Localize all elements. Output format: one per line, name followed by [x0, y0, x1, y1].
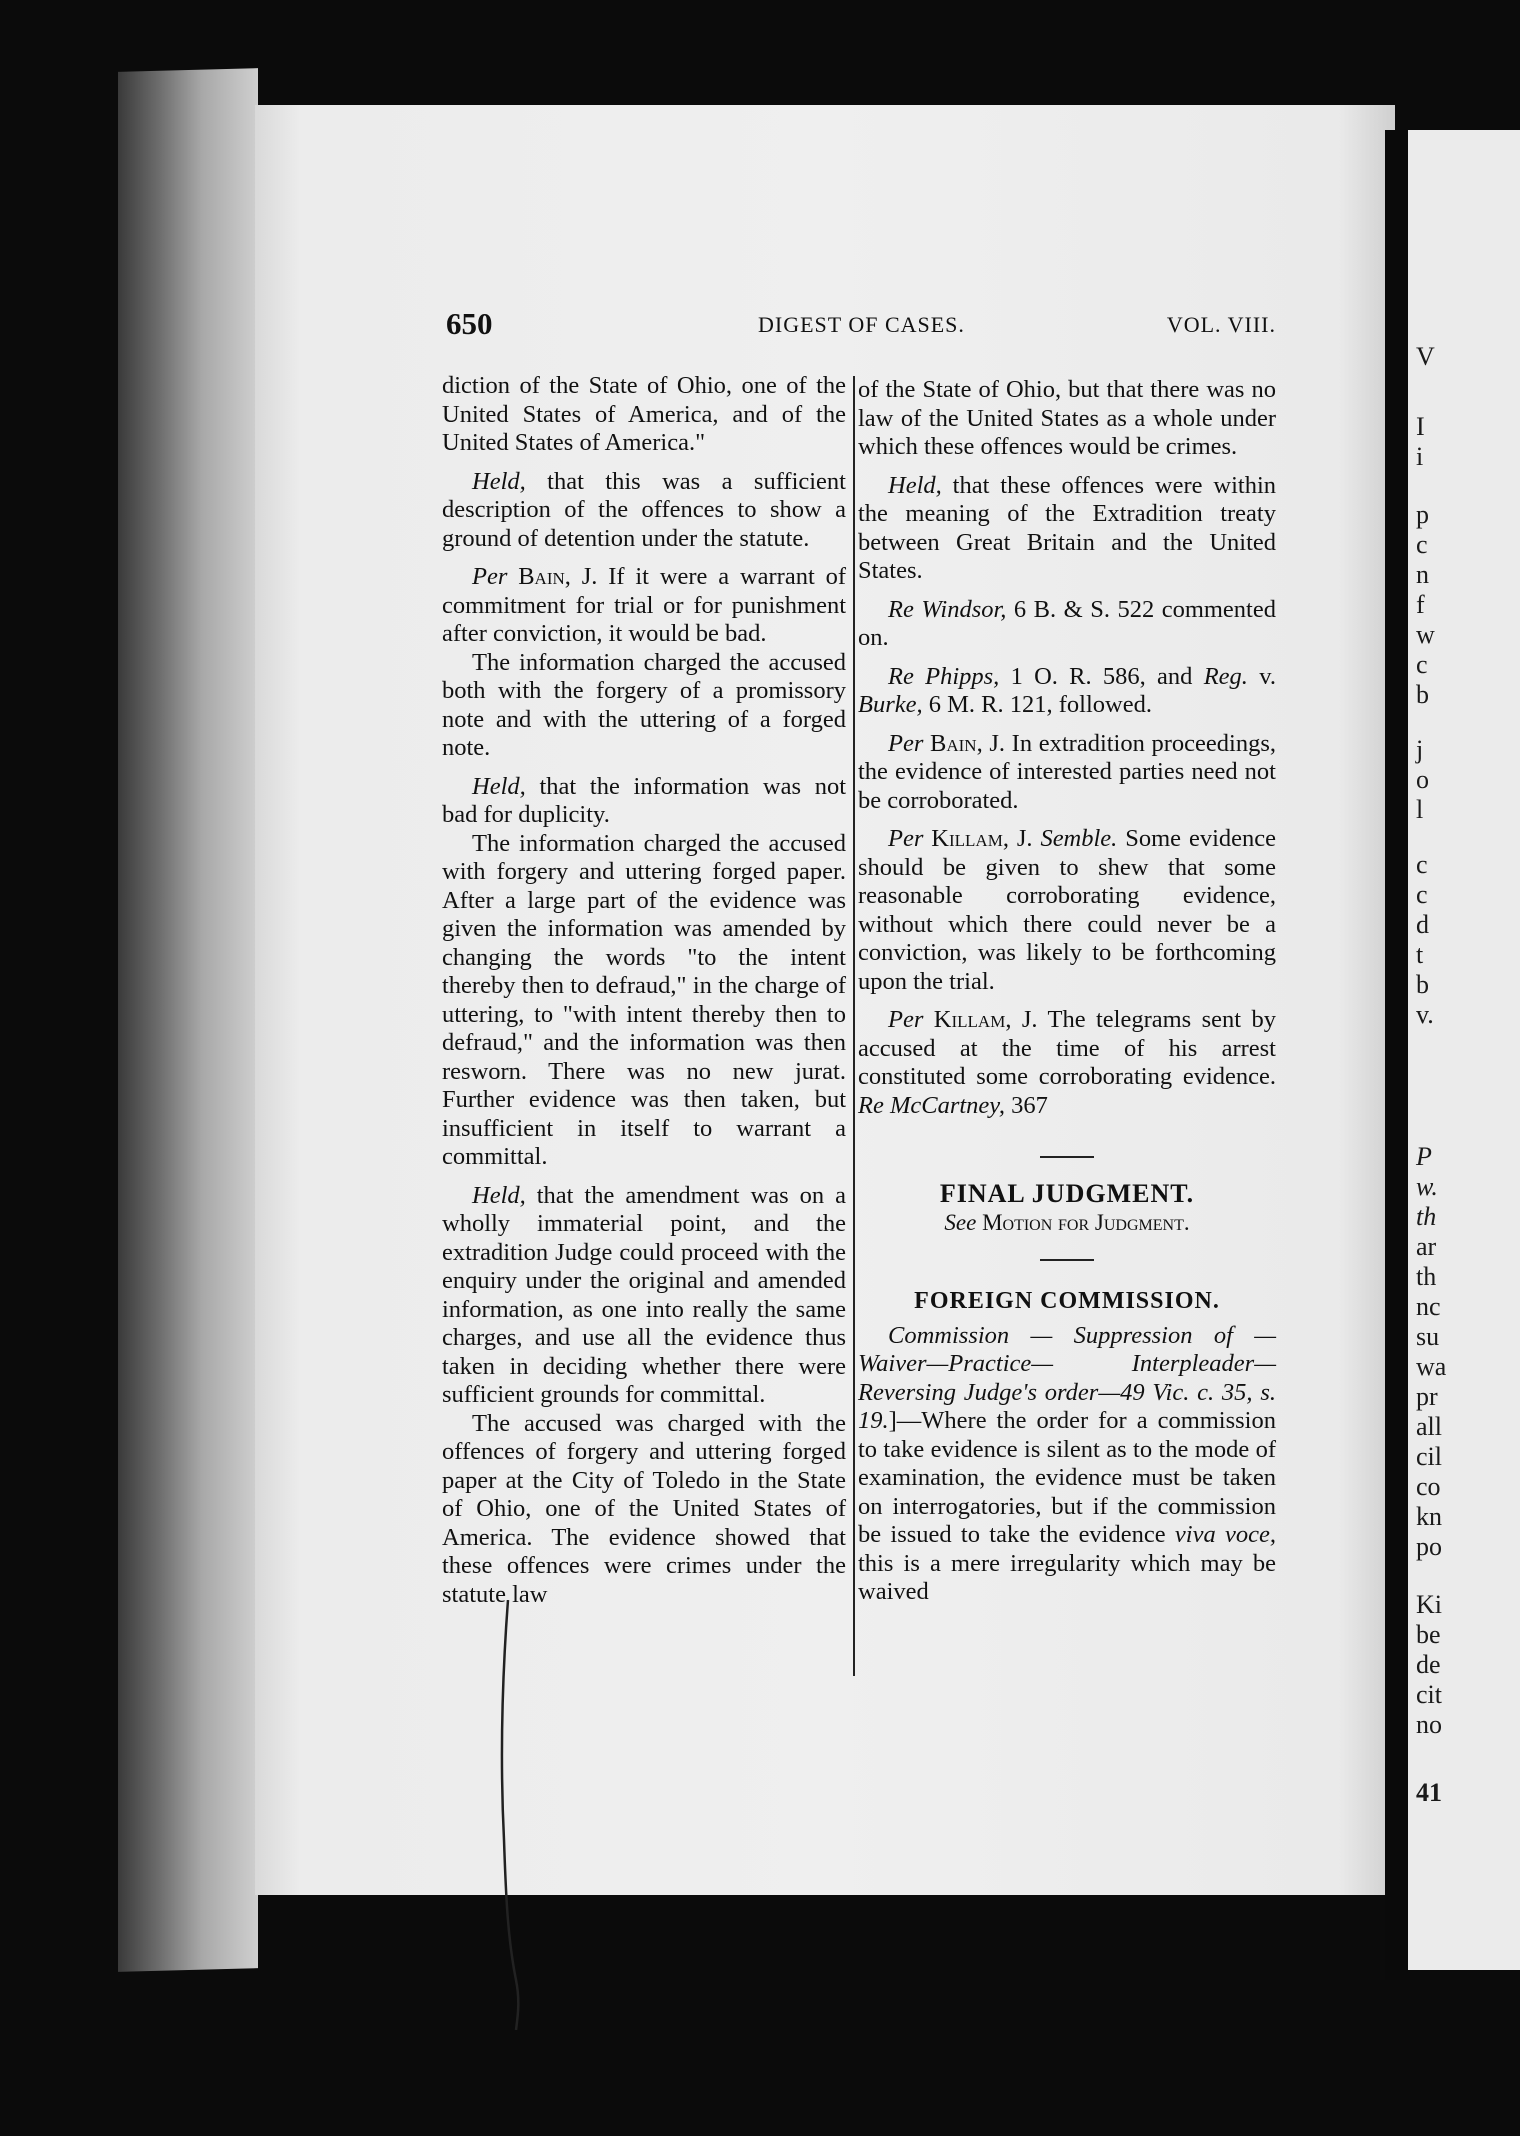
adjacent-fragment: ar: [1416, 1232, 1437, 1261]
paragraph-text: , J. If it were a warrant of commitment for trial or for punishment after conviction, it would be bad.: [442, 563, 847, 647]
paragraph: [858, 596, 1276, 653]
adjacent-fragment: wa: [1416, 1352, 1447, 1381]
paragraph: [442, 830, 846, 1172]
held-label: Held,: [472, 772, 526, 800]
semble-label: Semble.: [1040, 825, 1118, 852]
adjacent-fragment: c: [1416, 850, 1428, 879]
paragraph-text: this is a mere irregularity which may be waived: [858, 1549, 1276, 1605]
cross-reference-target: Motion for Judgment.: [982, 1209, 1190, 1235]
page-number: 650: [446, 306, 493, 341]
paragraph: [442, 1410, 846, 1610]
paragraph-text: 6 B. & S. 522 commented on.: [858, 595, 1276, 651]
adjacent-fragment: w: [1416, 620, 1435, 649]
adjacent-fragment: n: [1416, 560, 1429, 589]
per-label: Per: [888, 729, 924, 757]
paragraph-text: , J. In extradition proceedings, the evidence of interested parties need not be corroborated.: [858, 729, 1277, 814]
paragraph: [858, 1322, 1276, 1607]
adjacent-fragment: pr: [1416, 1382, 1438, 1411]
adjacent-fragment: p: [1416, 500, 1429, 529]
paragraph-text: 6 M. R. 121, followed.: [922, 691, 1152, 718]
paragraph-text: 1 O. R. 586, and: [999, 662, 1204, 690]
judge-name: Bain: [930, 729, 977, 757]
separator-rule: [1040, 1259, 1094, 1261]
held-label: Held,: [472, 1181, 526, 1209]
paragraph-text: 367: [1004, 1091, 1048, 1119]
latin-phrase: viva voce,: [1174, 1521, 1276, 1548]
paragraph: [442, 563, 846, 649]
case-name: Reg.: [1203, 662, 1248, 690]
case-name: Burke,: [858, 691, 923, 718]
adjacent-fragment: l: [1416, 795, 1424, 824]
paragraph: [442, 773, 846, 830]
paragraph: [442, 468, 846, 554]
adjacent-fragment: th: [1416, 1202, 1437, 1231]
paragraph: [442, 372, 846, 458]
paragraph: [858, 1006, 1276, 1120]
adjacent-fragment: w.: [1416, 1172, 1438, 1201]
column-rule: [853, 376, 855, 1676]
per-label: Per: [888, 1006, 924, 1033]
running-head: [446, 306, 1276, 346]
per-label: Per: [472, 563, 508, 590]
adjacent-fragment: co: [1416, 1472, 1441, 1501]
adjacent-fragment: v.: [1416, 1000, 1434, 1029]
adjacent-fragment: P: [1416, 1142, 1432, 1171]
paragraph-text: that these offences were within the meaning of the Extradition treaty between Great Britain and the United States.: [858, 471, 1276, 584]
adjacent-fragment: c: [1416, 530, 1428, 559]
paragraph: Per Killam, J. Semble. Some evidence should be given to shew that some reasonable corroborating evidence, without which there could never be a conviction, was likely to be forthcoming upon the trial.: [858, 825, 1276, 995]
paragraph: [858, 376, 1276, 462]
held-label: Held,: [888, 471, 942, 499]
left-column: [442, 372, 846, 1609]
adjacent-fragment: no: [1416, 1710, 1442, 1739]
adjacent-fragment: f: [1416, 590, 1425, 619]
paragraph: [442, 1182, 846, 1410]
adjacent-fragment: nc: [1416, 1292, 1441, 1321]
adjacent-fragment: i: [1416, 442, 1424, 471]
pen-mark: [496, 1600, 526, 2030]
adjacent-fragment: o: [1416, 765, 1429, 794]
adjacent-fragment: d: [1416, 910, 1429, 939]
judge-name: Killam: [931, 825, 1003, 852]
adjacent-fragment: t: [1416, 940, 1424, 969]
adjacent-fragment: c: [1416, 880, 1428, 909]
paragraph-text: The information charged the accused with forgery and uttering forged paper. After a large part of the evidence was given the information was amended by changing the words "to the intent thereby then to defraud," in the charge of uttering, to "with intent thereby then to defraud," and the information was then resworn. There was no new jurat. Further evidence was then taken, but insufficient in itself to warrant a committal.: [442, 829, 846, 1170]
adjacent-page: [1408, 130, 1520, 1970]
paragraph-text: that this was a sufficient description of the offences to show a ground of detention under the statute.: [442, 467, 846, 552]
separator-rule: [1040, 1156, 1094, 1158]
running-title: DIGEST OF CASES.: [758, 312, 965, 337]
paragraph-text: Some evidence should be given to shew that some reasonable corroborating evidence, without which there could never be a conviction, was likely to be forthcoming upon the trial.: [858, 825, 1276, 995]
section-heading: FOREIGN COMMISSION.: [914, 1288, 1220, 1314]
adjacent-fragment: cil: [1416, 1442, 1442, 1471]
paragraph-text: v.: [1247, 662, 1276, 690]
adjacent-fragment: cit: [1416, 1680, 1442, 1709]
adjacent-fragment: j: [1416, 735, 1424, 764]
paragraph-text: The accused was charged with the offences of forgery and uttering forged paper at the City of Toledo in the State of Ohio, one of the United States of America. The evidence showed that these offences were crimes under the statute law: [442, 1409, 846, 1608]
volume-label: VOL. VIII.: [1166, 312, 1276, 337]
case-name: Re McCartney,: [858, 1091, 1005, 1119]
adjacent-fragment: 41: [1416, 1778, 1442, 1807]
adjacent-fragment: V: [1416, 342, 1435, 371]
adjacent-fragment: all: [1416, 1412, 1442, 1441]
adjacent-fragment: th: [1416, 1262, 1437, 1291]
case-name: Re Windsor,: [888, 595, 1007, 623]
paragraph: [858, 472, 1276, 586]
headnote-keywords: Commission — Suppression of — Waiver—Practice— Interpleader— Reversing Judge's order—49 Vic. c. 35, s. 19.: [858, 1321, 1276, 1434]
paragraph: [858, 730, 1276, 816]
adjacent-fragment: b: [1416, 680, 1429, 709]
paragraph-text: that the information was not bad for duplicity.: [442, 772, 846, 828]
book-gutter: [1385, 130, 1410, 1980]
paragraph-text: The information charged the accused both with the forgery of a promissory note and with the uttering of a forged note.: [442, 648, 846, 761]
adjacent-fragment: c: [1416, 650, 1428, 679]
right-column: [858, 376, 1276, 1607]
paragraph-text: ]—Where the order for a commission to take evidence is silent as to the mode of examination, the evidence must be taken on interrogatories, but if the commission be issued to take the evidence: [858, 1407, 1276, 1548]
adjacent-fragment: Ki: [1416, 1590, 1442, 1619]
paragraph-text: , J. The telegrams sent by accused at the time of his arrest constituted some corroborating evidence.: [858, 1006, 1277, 1090]
adjacent-fragment: po: [1416, 1532, 1442, 1561]
paragraph-text: that the amendment was on a wholly immaterial point, and the extradition Judge could proceed with the enquiry under the original and amended information, as one into really the same charges, and use all the evidence thus taken in deciding whether there were sufficient grounds for committal.: [442, 1181, 846, 1408]
held-label: Held,: [472, 467, 526, 495]
adjacent-fragment: b: [1416, 970, 1429, 999]
adjacent-fragment: be: [1416, 1620, 1441, 1649]
adjacent-fragment: de: [1416, 1650, 1441, 1679]
paragraph: [442, 649, 846, 763]
paragraph: [858, 663, 1276, 720]
judge-name: Killam: [933, 1006, 1006, 1033]
adjacent-fragment: I: [1416, 412, 1425, 441]
per-label: Per: [888, 825, 924, 852]
judge-name: Bain: [518, 563, 565, 590]
case-name: Re Phipps,: [888, 662, 1000, 690]
section-heading: FINAL JUDGMENT.: [939, 1179, 1195, 1208]
cross-reference: [858, 1209, 1276, 1238]
see-label: See: [944, 1209, 977, 1235]
adjacent-fragment: kn: [1416, 1502, 1442, 1531]
adjacent-fragment: su: [1416, 1322, 1440, 1351]
paragraph-text: diction of the State of Ohio, one of the United States of America, and of the United States of America.": [442, 372, 846, 456]
paragraph-text: of the State of Ohio, but that there was no law of the United States as a whole under which these offences would be crimes.: [858, 376, 1276, 460]
page-edge-stack: [118, 68, 258, 1972]
